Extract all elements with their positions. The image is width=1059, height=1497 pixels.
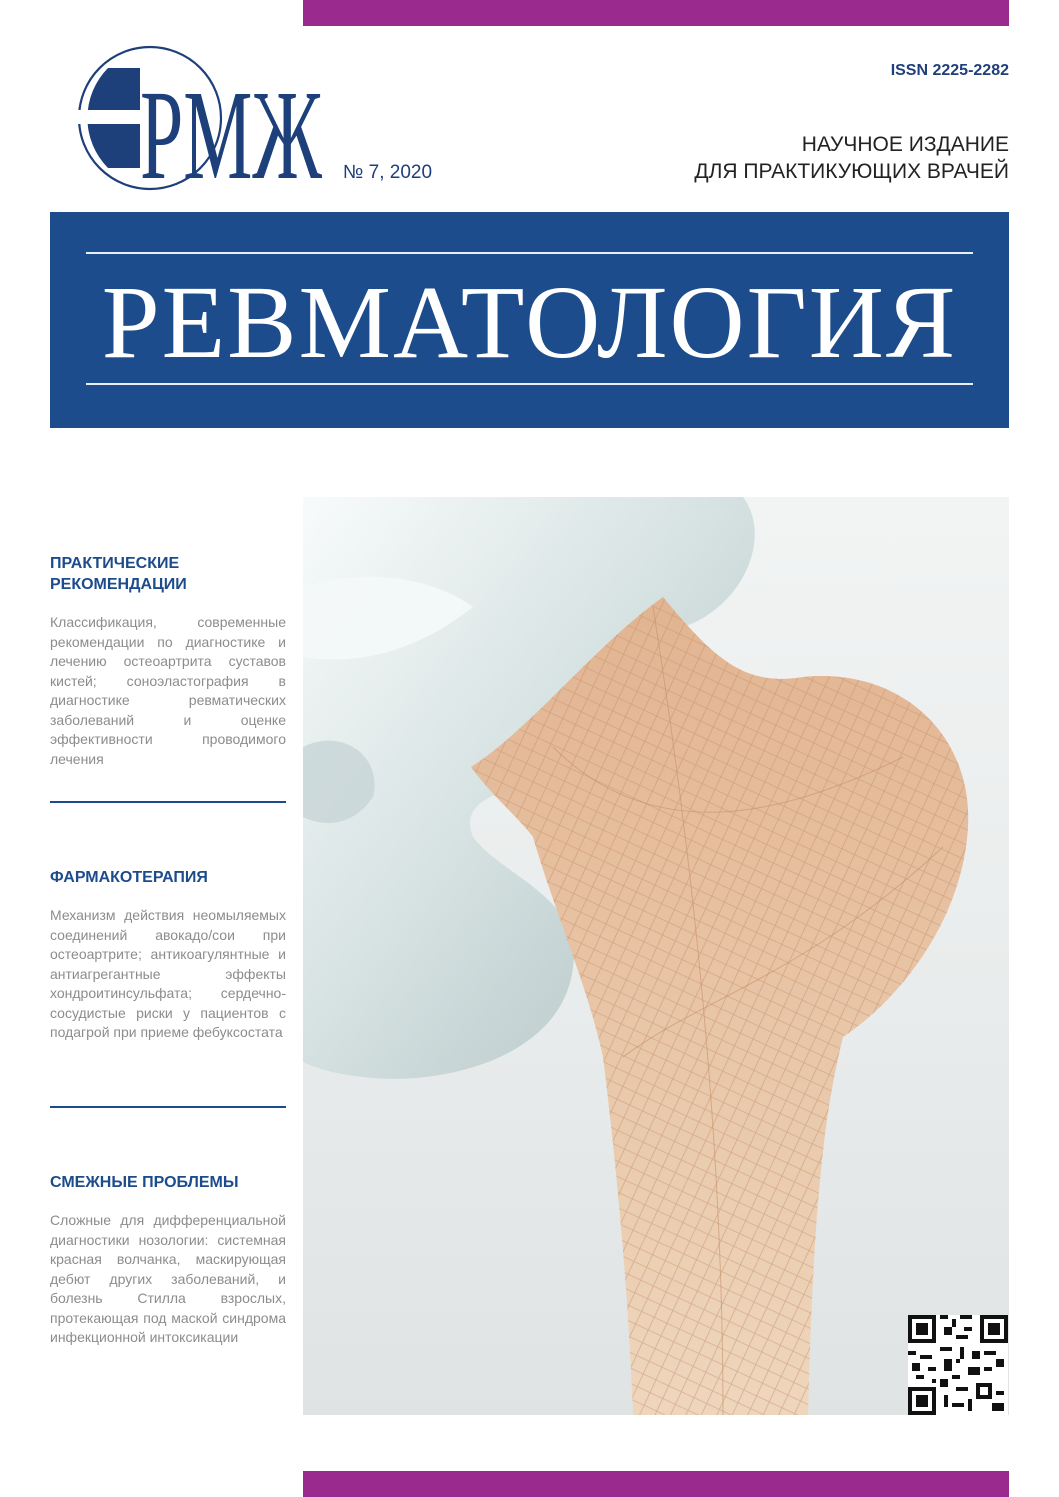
section-pharmacotherapy: [50, 867, 286, 1043]
title-banner: [50, 212, 1009, 428]
section-text: Сложные для дифференциальной диагностики нозологии: системная красная волчанка, маскирующая дебют других заболеваний, и болезнь Стилла взрослых, протекающая под маской синдрома инфекционной интоксикации: [50, 1212, 286, 1345]
femur-bone-illustration: [303, 497, 1009, 1415]
tagline: [694, 131, 1009, 185]
bottom-accent-bar: [303, 1471, 1009, 1497]
journal-logo: [78, 38, 328, 198]
tagline-line-2: ДЛЯ ПРАКТИКУЮЩИХ ВРАЧЕЙ: [694, 160, 1009, 183]
section-related: [50, 1172, 286, 1348]
section-text: Классификация, современные рекомендации по диагностике и лечению остеоартрита суставов кистей; соноэластография в диагностике ревматических заболеваний и оценке эффективности проводимого лечения: [50, 614, 286, 767]
tagline-line-1: НАУЧНОЕ ИЗДАНИЕ: [801, 133, 1009, 156]
issn: ISSN 2225-2282: [890, 62, 1009, 79]
section-practical: [50, 553, 286, 769]
section-divider: [50, 801, 286, 803]
cover-illustration: [303, 497, 1009, 1415]
banner-rule-bottom: [86, 383, 973, 385]
section-text: Механизм действия неомыляемых соединений авокадо/сои при остеоартрите; антикоагулянтные и антиагрегантные эффекты хондроитинсульфата; сердечно-сосудистые риски у пациентов с подагрой при приеме фебуксостата: [50, 907, 286, 1040]
section-heading: ФАРМАКОТЕРАПИЯ: [50, 869, 208, 886]
issue-number: № 7, 2020: [343, 162, 433, 183]
qr-code[interactable]: [908, 1315, 1008, 1415]
section-heading: ПРАКТИЧЕСКИЕ РЕКОМЕНДАЦИИ: [50, 555, 187, 593]
journal-title: РЕВМАТОЛОГИЯ: [101, 265, 958, 380]
top-accent-bar: [303, 0, 1009, 26]
logo-text: РМЖ: [140, 64, 323, 198]
section-heading: СМЕЖНЫЕ ПРОБЛЕМЫ: [50, 1174, 239, 1191]
section-divider: [50, 1106, 286, 1108]
banner-rule-top: [86, 252, 973, 254]
